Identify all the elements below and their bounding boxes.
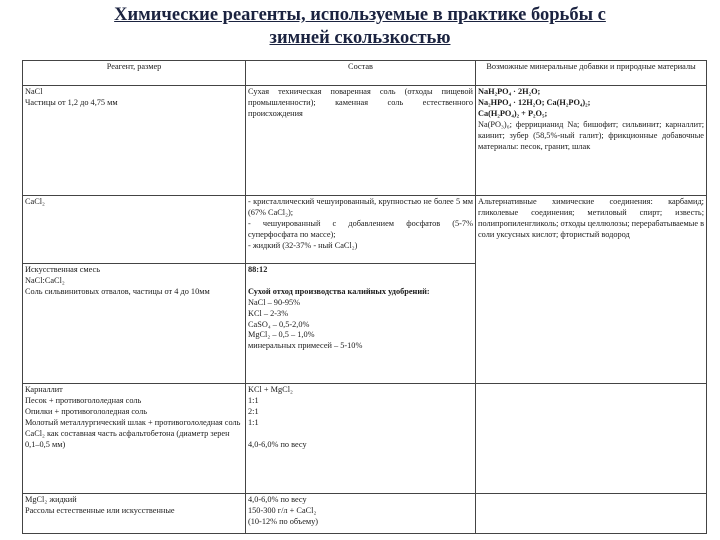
- carnallite-reagent-2: Песок + противогололедная соль: [25, 395, 142, 405]
- nacl-size: Частицы от 1,2 до 4,75 мм: [25, 97, 118, 107]
- cacl2-comp-1: - кристаллический чешуированный, крупностью не более 5 мм (67% CaCl₂);: [248, 197, 473, 217]
- nacl-formula: NaCl: [25, 87, 43, 96]
- waste-comp-4: CaSO₄ – 0,5-2,0%: [248, 319, 310, 329]
- mix-ratio-label: NaCl:CaCl₂: [25, 275, 65, 285]
- cell-carnallite-additives: [476, 384, 707, 494]
- waste-comp-1: Сухой отход производства калийных удобрений:: [248, 286, 430, 296]
- waste-salt-reagent: Соль сильвинитовых отвалов, частицы от 4 до 10мм: [25, 286, 210, 296]
- cell-carnallite-reagent: [23, 384, 246, 494]
- nacl-additive-rest: Na(PO₃)₆; феррицианид Na; бишофит; сильвинит; карналлит; каинит; зубер (58,5%-ный галит); фрикционные добавочные материалы: песок, гранит, шлак: [478, 119, 704, 151]
- carnallite-comp-5: 4,0-6,0% по весу: [248, 439, 307, 449]
- carnallite-reagent-3: Опилки + противогололедная соль: [25, 406, 148, 416]
- title-line-2: зимней скользкостью: [269, 28, 451, 48]
- table-row-nacl: [23, 86, 707, 196]
- carnallite-reagent-1: Карналлит: [25, 385, 63, 394]
- cell-mgcl2-composition: [246, 494, 476, 534]
- header-reagent: Реагент, размер: [23, 61, 246, 86]
- carnallite-comp-3: 2:1: [248, 406, 259, 416]
- mix-label: Искусственная смесь: [25, 265, 101, 274]
- nacl-additive-2: Na₂HPO₄ · 12H₂O; Ca(H₂PO₄)₂;: [478, 97, 591, 107]
- waste-comp-2: NaCl – 90-95%: [248, 297, 301, 307]
- cell-mix-reagent: [23, 264, 246, 384]
- table-row-cacl2: [23, 196, 707, 264]
- cell-mgcl2-additives: [476, 494, 707, 534]
- table-row-carnallite: [23, 384, 707, 494]
- waste-comp-5: MgCl₂ – 0,5 – 1,0%: [248, 330, 315, 340]
- carnallite-comp-2: 1:1: [248, 395, 259, 405]
- page-title: [0, 4, 720, 50]
- carnallite-reagent-5: CaCl₂ как составная часть асфальтобетона (диаметр зерен 0,1–0,5 мм): [25, 428, 230, 449]
- nacl-additive-3: Ca(H₂PO₄)₂ + P₂O₅;: [478, 108, 548, 118]
- mgcl2-comp-3: (10-12% по объему): [248, 516, 319, 526]
- carnallite-comp-1: KCl + MgCl₂: [248, 385, 293, 394]
- table-row-mgcl2: [23, 494, 707, 534]
- title-line-1: Химические реагенты, используемые в практике борьбы с: [114, 5, 606, 25]
- header-additives: Возможные минеральные добавки и природные материалы: [476, 61, 707, 86]
- cell-cacl2-reagent: CaCl₂: [23, 196, 246, 264]
- mgcl2-comp-2: 150-300 г/л + CaCl₂: [248, 505, 317, 515]
- mix-ratio: 88:12: [248, 265, 268, 274]
- nacl-additive-1: NaH₂PO₄ · 2H₂O;: [478, 87, 541, 96]
- table-header-row: [23, 61, 707, 86]
- cell-cacl2-composition: [246, 196, 476, 264]
- cell-cacl2-additives: Альтернативные химические соединения: карбамид; гликолевые соединения; метиловый спирт; известь; полипропиленгликоль; отходы целлюлозы; перерабатываемые в соли уксусных кислот; фтористый водород: [476, 196, 707, 384]
- cacl2-comp-3: - жидкий (32-37% - ный CaCl₂): [248, 240, 358, 250]
- mgcl2-reagent-2: Рассолы естественные или искусственные: [25, 505, 175, 515]
- cell-nacl-reagent: [23, 86, 246, 196]
- reagents-table: [22, 60, 707, 534]
- mgcl2-comp-1: 4,0-6,0% по весу: [248, 495, 307, 504]
- waste-comp-3: KCl – 2-3%: [248, 308, 289, 318]
- cell-nacl-composition: Сухая техническая поваренная соль (отходы пищевой промышленности); каменная соль естественного происхождения: [246, 86, 476, 196]
- cell-nacl-additives: [476, 86, 707, 196]
- header-composition: Состав: [246, 61, 476, 86]
- cell-mix-composition: [246, 264, 476, 384]
- carnallite-comp-4: 1:1: [248, 417, 259, 427]
- cacl2-comp-2: - чешуированный с добавлением фосфатов (5-7% суперфосфата по массе);: [248, 218, 473, 239]
- cell-carnallite-composition: [246, 384, 476, 494]
- waste-comp-6: минеральных примесей – 5-10%: [248, 341, 363, 351]
- mgcl2-reagent-1: MgCl₂ жидкий: [25, 495, 77, 504]
- cell-mgcl2-reagent: [23, 494, 246, 534]
- carnallite-reagent-4: Молотый металлургический шлак + противогололедная соль: [25, 417, 241, 427]
